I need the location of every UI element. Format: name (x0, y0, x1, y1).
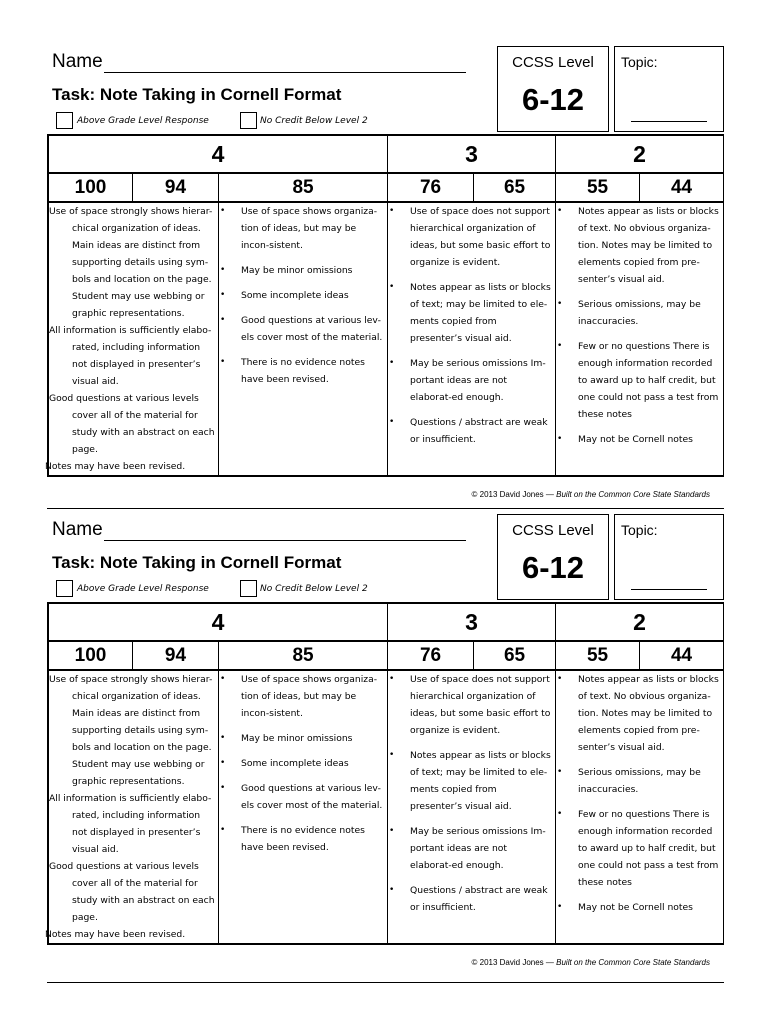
criteria-item: Use of space strongly shows hierar-chical organization of ideas. Main ideas are distinct from supporting details using sym-bols and location on the page. Student may use webbing or graphic representations. (49, 674, 213, 787)
bullet-icon: • (389, 750, 395, 760)
criteria-level-4 (45, 670, 219, 944)
rubric-grid (47, 602, 724, 945)
criteria-item: • May be serious omissions Im-portant ideas are not elaborat-ed enough. (388, 823, 555, 874)
name-label: Name (52, 51, 103, 72)
points-85: 85 (219, 173, 388, 202)
divider-line (47, 982, 724, 983)
name-line[interactable] (104, 540, 466, 541)
bullet-icon: • (557, 767, 563, 777)
score-2: 2 (556, 136, 724, 174)
bullet-icon: • (557, 674, 563, 684)
points-44: 44 (640, 173, 724, 202)
criteria-item: • Use of space does not support hierarchical organization of ideas, but some basic effort to organize is evident. (388, 671, 555, 739)
name-line[interactable] (104, 72, 466, 73)
bullet-icon: • (389, 358, 395, 368)
criteria-item: Notes may have been revised. (45, 929, 186, 940)
criteria-item: • Questions / abstract are weak or insufficient. (388, 882, 555, 916)
criteria-level-2 (556, 670, 724, 944)
bullet-icon: • (220, 758, 226, 768)
bullet-icon: • (389, 417, 395, 427)
bullet-icon: • (389, 885, 395, 895)
criteria-item: • Notes appear as lists or blocks of text; may be limited to ele-ments copied from presenter’s visual aid. (388, 279, 555, 347)
points-76: 76 (388, 641, 474, 670)
no-credit-checkbox[interactable] (240, 580, 257, 597)
criteria-level-2 (556, 202, 724, 476)
topic-label: Topic: (621, 54, 658, 70)
points-65: 65 (474, 173, 556, 202)
bullet-icon: • (557, 434, 563, 444)
criteria-item: • Serious omissions, may be inaccuracies. (556, 296, 723, 330)
points-55: 55 (556, 173, 640, 202)
criteria-item: • Some incomplete ideas (219, 287, 387, 304)
task-title: Task: Note Taking in Cornell Format (52, 85, 342, 104)
criteria-item: Good questions at various levels cover all of the material for study with an abstract on each page. (49, 861, 215, 923)
bullet-icon: • (220, 674, 226, 684)
copyright-footer: © 2013 David Jones — Built on the Common Core State Standards (471, 490, 710, 499)
ccss-level: 6-12 (521, 550, 585, 585)
score-4: 4 (49, 136, 388, 174)
criteria-level-85 (219, 202, 388, 476)
score-4: 4 (49, 604, 388, 642)
bullet-icon: • (220, 315, 226, 325)
bullet-icon: • (220, 733, 226, 743)
rubric-sheet (0, 468, 770, 978)
criteria-item: • Use of space shows organiza-tion of ideas, but may be incon-sistent. (219, 203, 387, 254)
ccss-label: CCSS Level (512, 522, 594, 539)
points-85: 85 (219, 641, 388, 670)
criteria-item: • May be minor omissions (219, 262, 387, 279)
criteria-item: • Few or no questions There is enough information recorded to award up to half credit, but one could not pass a test from these notes (556, 338, 723, 423)
bullet-icon: • (220, 357, 226, 367)
ccss-level: 6-12 (521, 82, 585, 117)
topic-box (614, 514, 724, 600)
ccss-box (497, 46, 609, 132)
above-grade-label: Above Grade Level Response (77, 584, 209, 594)
criteria-item: • There is no evidence notes have been revised. (219, 822, 387, 856)
bullet-icon: • (557, 206, 563, 216)
above-grade-label: Above Grade Level Response (77, 116, 209, 126)
criteria-item: • Good questions at various lev-els cover most of the material. (219, 312, 387, 346)
rubric-grid (47, 134, 724, 477)
criteria-level-3 (388, 670, 556, 944)
bullet-icon: • (389, 674, 395, 684)
criteria-item: • May not be Cornell notes (556, 899, 723, 916)
criteria-item: • Some incomplete ideas (219, 755, 387, 772)
bullet-icon: • (389, 206, 395, 216)
rubric-sheet (0, 0, 770, 510)
bullet-icon: • (557, 902, 563, 912)
criteria-item: • Use of space shows organiza-tion of ideas, but may be incon-sistent. (219, 671, 387, 722)
criteria-item: • Good questions at various lev-els cover most of the material. (219, 780, 387, 814)
bullet-icon: • (557, 299, 563, 309)
bullet-icon: • (389, 826, 395, 836)
criteria-item: • May be serious omissions Im-portant ideas are not elaborat-ed enough. (388, 355, 555, 406)
bullet-icon: • (220, 825, 226, 835)
bullet-icon: • (220, 206, 226, 216)
topic-line[interactable] (631, 589, 707, 590)
bullet-icon: • (389, 282, 395, 292)
criteria-item: Good questions at various levels cover all of the material for study with an abstract on each page. (49, 393, 215, 455)
score-3: 3 (388, 604, 556, 642)
criteria-item: • Serious omissions, may be inaccuracies. (556, 764, 723, 798)
name-label: Name (52, 519, 103, 540)
criteria-item: • May be minor omissions (219, 730, 387, 747)
points-100: 100 (49, 641, 133, 670)
score-3: 3 (388, 136, 556, 174)
score-2: 2 (556, 604, 724, 642)
criteria-level-4 (45, 202, 219, 476)
topic-line[interactable] (631, 121, 707, 122)
bullet-icon: • (557, 809, 563, 819)
topic-box (614, 46, 724, 132)
points-100: 100 (49, 173, 133, 202)
criteria-item: All information is sufficiently elabo-rated, including information not displayed in presenter’s visual aid. (49, 793, 212, 855)
topic-label: Topic: (621, 522, 658, 538)
bullet-icon: • (557, 341, 563, 351)
above-grade-checkbox[interactable] (56, 580, 73, 597)
criteria-item: • There is no evidence notes have been revised. (219, 354, 387, 388)
bullet-icon: • (220, 265, 226, 275)
bullet-icon: • (220, 783, 226, 793)
no-credit-label: No Credit Below Level 2 (260, 584, 368, 594)
criteria-item: • Notes appear as lists or blocks of text; may be limited to ele-ments copied from presenter’s visual aid. (388, 747, 555, 815)
criteria-level-3 (388, 202, 556, 476)
copyright-footer: © 2013 David Jones — Built on the Common Core State Standards (471, 958, 710, 967)
ccss-label: CCSS Level (512, 54, 594, 71)
points-76: 76 (388, 173, 474, 202)
points-65: 65 (474, 641, 556, 670)
points-55: 55 (556, 641, 640, 670)
bullet-icon: • (220, 290, 226, 300)
criteria-item: • Notes appear as lists or blocks of text. No obvious organiza-tion. Notes may be limited to elements copied from pre-senter’s visual aid. (556, 203, 723, 288)
criteria-item: • Few or no questions There is enough information recorded to award up to half credit, but one could not pass a test from these notes (556, 806, 723, 891)
no-credit-checkbox[interactable] (240, 112, 257, 129)
points-44: 44 (640, 641, 724, 670)
points-94: 94 (133, 641, 219, 670)
above-grade-checkbox[interactable] (56, 112, 73, 129)
ccss-box (497, 514, 609, 600)
criteria-item: Use of space strongly shows hierar-chical organization of ideas. Main ideas are distinct from supporting details using sym-bols and location on the page. Student may use webbing or graphic representations. (49, 206, 213, 319)
criteria-item: All information is sufficiently elabo-rated, including information not displayed in presenter’s visual aid. (49, 325, 212, 387)
criteria-item: • Notes appear as lists or blocks of text. No obvious organiza-tion. Notes may be limited to elements copied from pre-senter’s visual aid. (556, 671, 723, 756)
no-credit-label: No Credit Below Level 2 (260, 116, 368, 126)
criteria-level-85 (219, 670, 388, 944)
criteria-item: • May not be Cornell notes (556, 431, 723, 448)
criteria-item: Notes may have been revised. (45, 461, 186, 472)
criteria-item: • Use of space does not support hierarchical organization of ideas, but some basic effort to organize is evident. (388, 203, 555, 271)
points-94: 94 (133, 173, 219, 202)
criteria-item: • Questions / abstract are weak or insufficient. (388, 414, 555, 448)
task-title: Task: Note Taking in Cornell Format (52, 553, 342, 572)
